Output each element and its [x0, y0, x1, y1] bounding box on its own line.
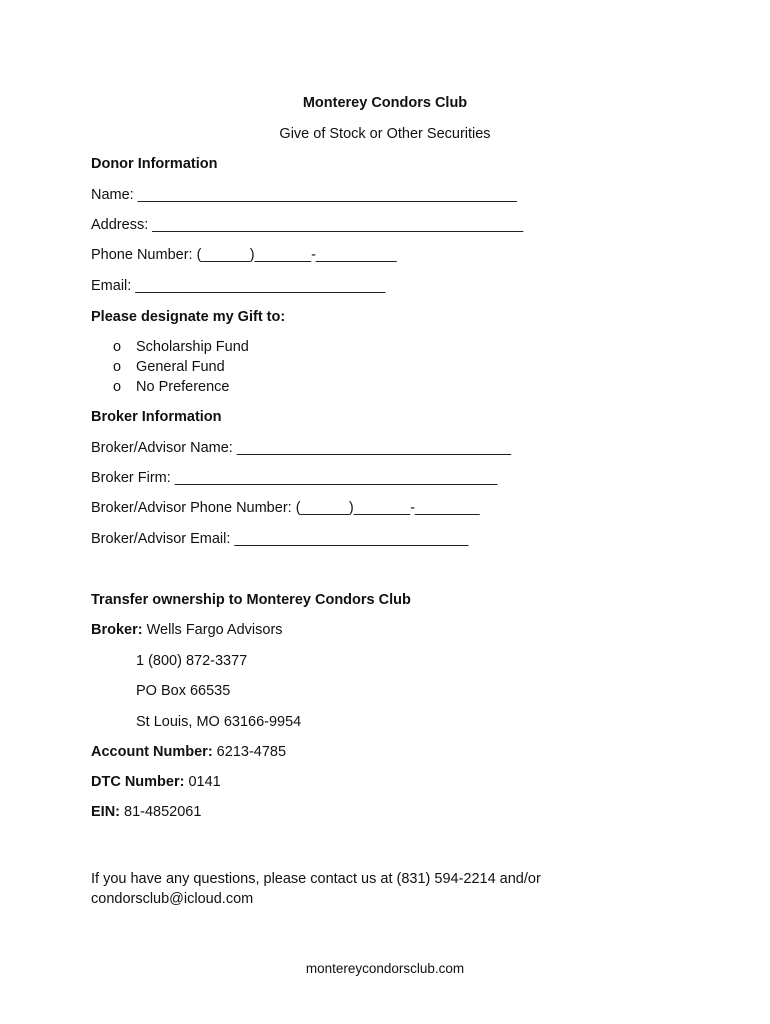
donor-info-heading: Donor Information — [91, 156, 218, 172]
donor-name-field: Name: _______________________________________________ — [91, 187, 517, 203]
form-subtitle: Give of Stock or Other Securities — [279, 126, 491, 142]
donor-address-field: Address: ______________________________________________ — [91, 217, 524, 233]
broker-phone: 1 (800) 872-3377 — [136, 653, 248, 669]
ein-value: 81-4852061 — [120, 804, 202, 820]
broker-value: Wells Fargo Advisors — [142, 622, 283, 638]
broker-name-field: Broker/Advisor Name: __________________________________ — [91, 440, 512, 456]
contact-paragraph: If you have any questions, please contact us at (831) 594-2214 and/or condorsclub@icloud.com — [91, 871, 541, 907]
gift-option-label: Scholarship Fund — [136, 339, 249, 355]
ein-label: EIN: — [91, 804, 120, 820]
gift-option-general — [113, 358, 225, 376]
footer-website: montereycondorsclub.com — [305, 961, 465, 976]
donor-email-field: Email: _______________________________ — [91, 278, 386, 294]
ein-number — [91, 803, 201, 821]
dtc-label: DTC Number: — [91, 774, 185, 790]
broker-label: Broker: — [91, 622, 143, 638]
broker-email-field: Broker/Advisor Email: _____________________________ — [91, 531, 469, 547]
broker-firm-field: Broker Firm: ________________________________________ — [91, 470, 498, 486]
gift-option-no-preference — [113, 378, 230, 396]
donor-phone-field: Phone Number: (______)_______-__________ — [91, 247, 397, 263]
dtc-number — [91, 773, 221, 791]
form-title: Monterey Condors Club — [302, 95, 468, 111]
broker-po-box: PO Box 66535 — [136, 683, 231, 699]
list-bullet: o — [113, 359, 122, 375]
dtc-value: 0141 — [184, 774, 221, 790]
account-value: 6213-4785 — [212, 744, 287, 760]
broker-city: St Louis, MO 63166-9954 — [136, 714, 302, 730]
list-bullet: o — [113, 379, 122, 395]
gift-option-scholarship — [113, 338, 249, 356]
gift-option-label: General Fund — [136, 359, 225, 375]
transfer-heading: Transfer ownership to Monterey Condors Club — [91, 592, 411, 608]
gift-option-label: No Preference — [136, 379, 230, 395]
list-bullet: o — [113, 339, 122, 355]
broker-info-heading: Broker Information — [91, 409, 222, 425]
account-label: Account Number: — [91, 744, 213, 760]
account-number — [91, 743, 286, 761]
transfer-broker — [91, 621, 283, 639]
gift-designation-heading: Please designate my Gift to: — [91, 309, 286, 325]
broker-phone-field: Broker/Advisor Phone Number: (______)_______-________ — [91, 500, 480, 516]
